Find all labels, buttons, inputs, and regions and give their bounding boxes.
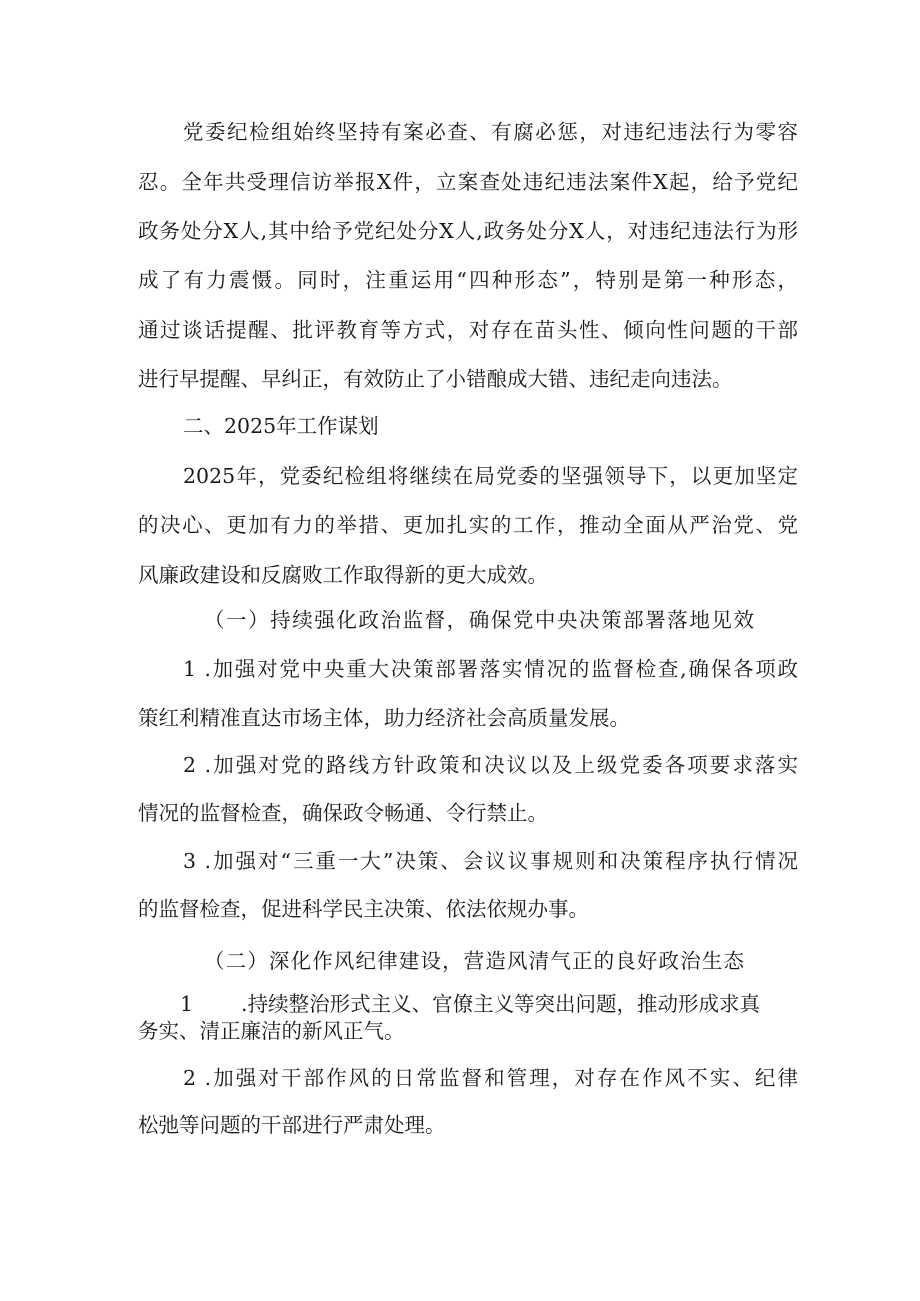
item-1-3-line-2: 的监督检查，促进科学民主决策、依法依规办事。 <box>138 897 589 921</box>
subsection-heading-1: （一）持续强化政治监督，确保党中央决策部署落地见效 <box>204 608 754 632</box>
paragraph-1-line-6: 进行早提醒、早纠正，有效防止了小错酿成大错、违纪走向违法。 <box>138 367 733 391</box>
item-number: 2 <box>183 753 197 777</box>
item-number: 1 <box>183 657 197 681</box>
item-text: .加强对党中央重大决策部署落实情况的监督检查,确保各项政 <box>204 657 798 681</box>
paragraph-1-line-5: 通过谈话提醒、批评教育等方式，对存在苗头性、倾向性问题的干部 <box>138 318 798 342</box>
item-1-1-line-2: 策红利精准直达市场主体，助力经济社会高质量发展。 <box>138 706 630 730</box>
item-text: .加强对“三重一大”决策、会议议事规则和决策程序执行情况 <box>204 849 798 873</box>
item-text: .持续整治形式主义、官僚主义等突出问题，推动形成求真 <box>241 992 761 1016</box>
paragraph-1-line-4: 成了有力震慑。同时，注重运用“四种形态”，特别是第一种形态， <box>138 268 798 292</box>
section-heading: 二、2025年工作谋划 <box>183 414 379 438</box>
item-number: 2 <box>183 1066 197 1090</box>
item-2-2-line-1 <box>183 1064 798 1092</box>
item-1-2-line-2: 情况的监督检查，确保政令畅通、令行禁止。 <box>138 801 548 825</box>
item-1-1-line-1 <box>183 655 798 683</box>
paragraph-2-line-2: 的决心、更加有力的举措、更加扎实的工作，推动全面从严治党、党 <box>138 513 798 537</box>
item-2-1-line-2: 务实、清正廉洁的新风正气。 <box>138 1019 405 1043</box>
paragraph-1-line-1: 党委纪检组始终坚持有案必查、有腐必惩，对违纪违法行为零容 <box>183 120 798 144</box>
item-text: .加强对党的路线方针政策和决议以及上级党委各项要求落实 <box>204 753 798 777</box>
item-1-2-line-1 <box>183 751 798 779</box>
item-number: 3 <box>183 849 197 873</box>
item-2-2-line-2: 松弛等问题的干部进行严肃处理。 <box>138 1113 446 1137</box>
paragraph-1-line-2: 忍。全年共受理信访举报X件，立案查处违纪违法案件X起，给予党纪 <box>138 170 798 194</box>
item-number: 1 <box>180 992 194 1016</box>
subsection-heading-2: （二）深化作风纪律建设，营造风清气正的良好政治生态 <box>204 949 744 973</box>
item-text: .加强对干部作风的日常监督和管理，对存在作风不实、纪律 <box>204 1066 798 1090</box>
item-2-1-line-1 <box>180 990 798 1018</box>
paragraph-2-line-3: 风廉政建设和反腐败工作取得新的更大成效。 <box>138 563 548 587</box>
item-1-3-line-1 <box>183 847 798 875</box>
paragraph-2-line-1: 2025年，党委纪检组将继续在局党委的坚强领导下，以更加坚定 <box>183 464 798 488</box>
paragraph-1-line-3: 政务处分X人,其中给予党纪处分X人,政务处分X人，对违纪违法行为形 <box>138 219 798 243</box>
